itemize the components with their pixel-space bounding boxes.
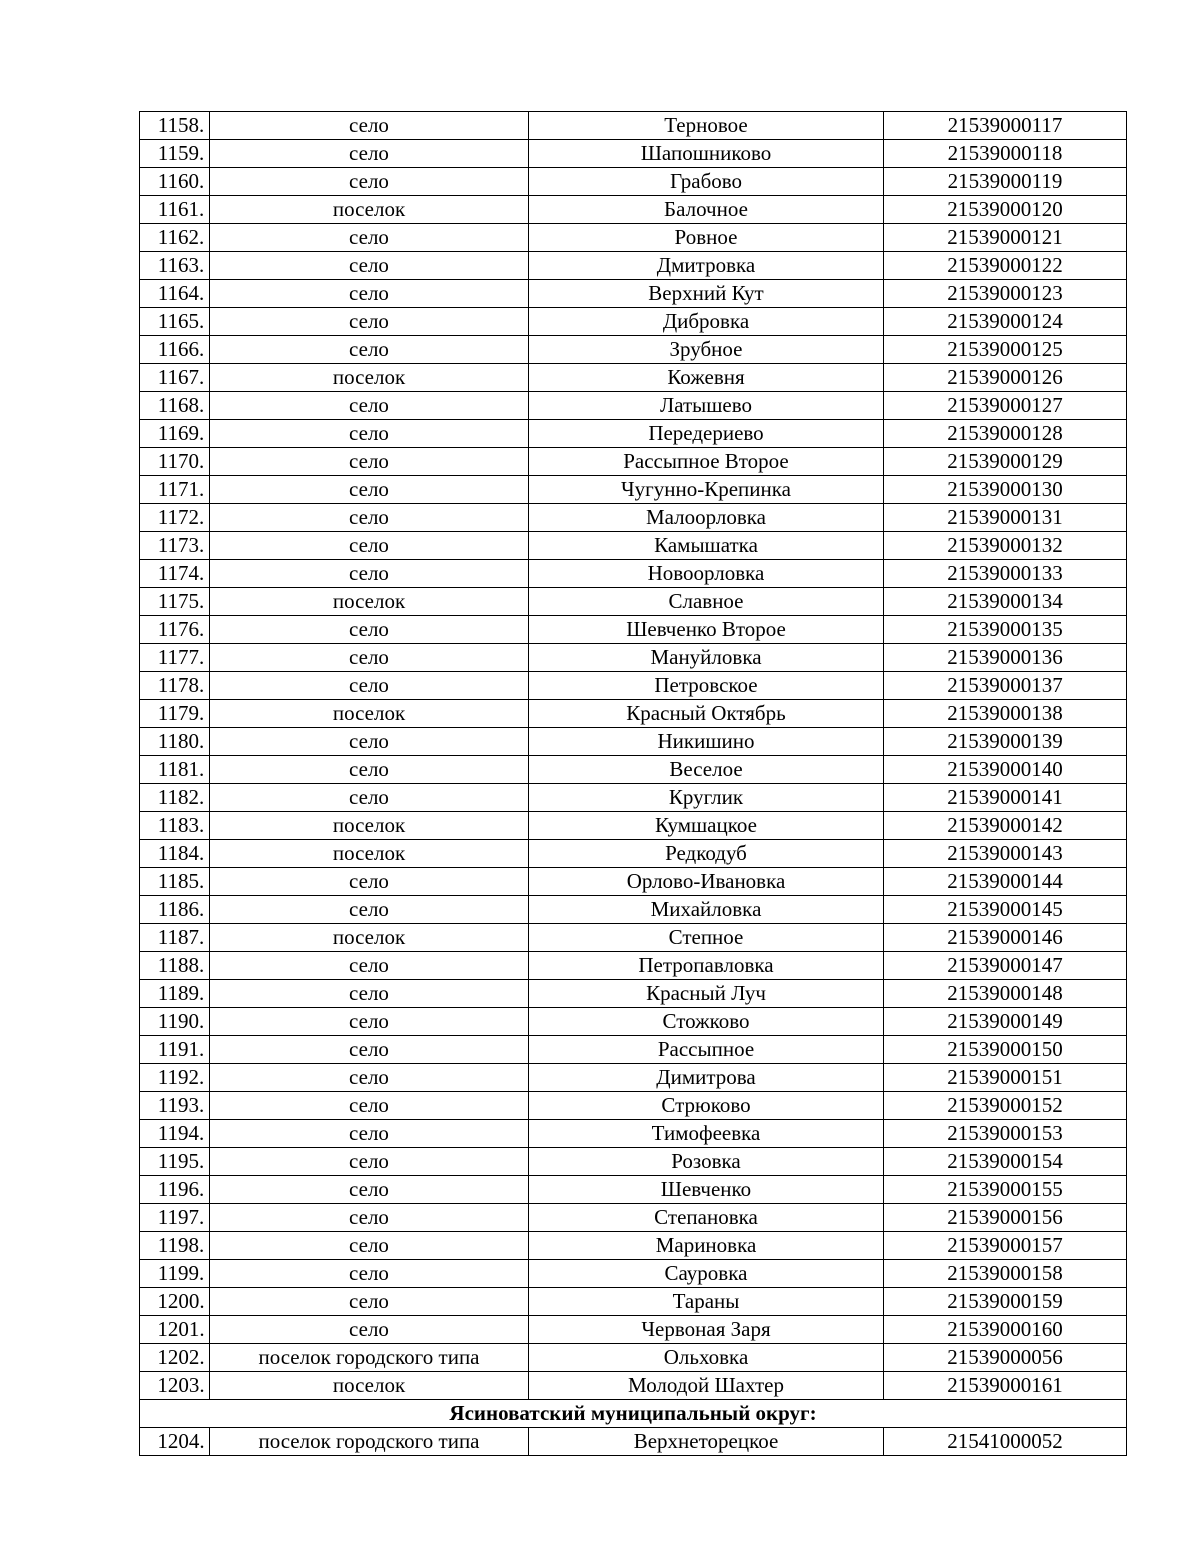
table-row [140, 980, 1127, 1008]
settlement-type: село [210, 672, 529, 700]
row-number: 1185. [140, 868, 210, 896]
row-number: 1172. [140, 504, 210, 532]
table-row [140, 616, 1127, 644]
settlement-type: село [210, 224, 529, 252]
settlement-type: село [210, 1204, 529, 1232]
table-row [140, 1316, 1127, 1344]
settlement-name: Димитрова [529, 1064, 884, 1092]
settlement-name: Орлово-Ивановка [529, 868, 884, 896]
row-number: 1200. [140, 1288, 210, 1316]
settlement-name: Петропавловка [529, 952, 884, 980]
settlement-code: 21539000124 [884, 308, 1127, 336]
table-row [140, 1344, 1127, 1372]
table-row [140, 336, 1127, 364]
table-row [140, 812, 1127, 840]
row-number: 1195. [140, 1148, 210, 1176]
row-number: 1165. [140, 308, 210, 336]
settlement-type: поселок [210, 1372, 529, 1400]
settlement-type: село [210, 784, 529, 812]
table-row [140, 532, 1127, 560]
settlement-name: Красный Октябрь [529, 700, 884, 728]
row-number: 1186. [140, 896, 210, 924]
row-number: 1187. [140, 924, 210, 952]
table-row [140, 672, 1127, 700]
table-row [140, 168, 1127, 196]
settlement-name: Шевченко Второе [529, 616, 884, 644]
settlement-code: 21539000147 [884, 952, 1127, 980]
table-row [140, 1064, 1127, 1092]
table-row [140, 1232, 1127, 1260]
row-number: 1188. [140, 952, 210, 980]
settlement-name: Михайловка [529, 896, 884, 924]
table-row [140, 784, 1127, 812]
settlement-name: Ровное [529, 224, 884, 252]
row-number: 1159. [140, 140, 210, 168]
settlement-code: 21539000135 [884, 616, 1127, 644]
settlement-code: 21539000153 [884, 1120, 1127, 1148]
row-number: 1196. [140, 1176, 210, 1204]
table-row [140, 1372, 1127, 1400]
settlement-type: поселок [210, 196, 529, 224]
settlement-name: Розовка [529, 1148, 884, 1176]
table-row [140, 224, 1127, 252]
row-number: 1203. [140, 1372, 210, 1400]
settlement-code: 21539000056 [884, 1344, 1127, 1372]
row-number: 1182. [140, 784, 210, 812]
row-number: 1161. [140, 196, 210, 224]
row-number: 1177. [140, 644, 210, 672]
settlement-name: Дибровка [529, 308, 884, 336]
settlement-type: село [210, 868, 529, 896]
table-row [140, 280, 1127, 308]
row-number: 1184. [140, 840, 210, 868]
table-row [140, 364, 1127, 392]
row-number: 1191. [140, 1036, 210, 1064]
settlement-name: Грабово [529, 168, 884, 196]
table-body [140, 112, 1127, 1456]
table-row [140, 1008, 1127, 1036]
settlement-code: 21539000127 [884, 392, 1127, 420]
settlement-type: село [210, 392, 529, 420]
settlement-type: село [210, 280, 529, 308]
settlement-code: 21539000138 [884, 700, 1127, 728]
settlement-code: 21539000148 [884, 980, 1127, 1008]
row-number: 1170. [140, 448, 210, 476]
settlement-code: 21539000152 [884, 1092, 1127, 1120]
settlement-type: село [210, 168, 529, 196]
settlement-type: поселок [210, 840, 529, 868]
table-row [140, 308, 1127, 336]
row-number: 1181. [140, 756, 210, 784]
table-row [140, 1148, 1127, 1176]
row-number: 1168. [140, 392, 210, 420]
row-number: 1162. [140, 224, 210, 252]
settlement-name: Шевченко [529, 1176, 884, 1204]
settlement-type: село [210, 616, 529, 644]
settlement-name: Круглик [529, 784, 884, 812]
table-row [140, 1120, 1127, 1148]
settlement-name: Малоорловка [529, 504, 884, 532]
table-row [140, 840, 1127, 868]
row-number: 1197. [140, 1204, 210, 1232]
settlement-type: поселок городского типа [210, 1428, 529, 1456]
settlement-type: село [210, 952, 529, 980]
settlement-type: поселок городского типа [210, 1344, 529, 1372]
settlement-name: Тимофеевка [529, 1120, 884, 1148]
settlement-name: Камышатка [529, 532, 884, 560]
settlement-type: поселок [210, 364, 529, 392]
settlements-table [139, 111, 1127, 1456]
settlement-name: Ольховка [529, 1344, 884, 1372]
table-row [140, 1204, 1127, 1232]
settlement-name: Петровское [529, 672, 884, 700]
table-row [140, 728, 1127, 756]
row-number: 1199. [140, 1260, 210, 1288]
settlement-type: поселок [210, 700, 529, 728]
settlement-name: Верхний Кут [529, 280, 884, 308]
row-number: 1179. [140, 700, 210, 728]
row-number: 1158. [140, 112, 210, 140]
table-row [140, 392, 1127, 420]
table-row [140, 420, 1127, 448]
settlement-name: Шапошниково [529, 140, 884, 168]
table-row [140, 560, 1127, 588]
settlement-type: село [210, 1316, 529, 1344]
table-row [140, 756, 1127, 784]
table-row [140, 1176, 1127, 1204]
settlement-name: Рассыпное Второе [529, 448, 884, 476]
settlement-type: село [210, 1232, 529, 1260]
settlement-name: Степановка [529, 1204, 884, 1232]
settlement-type: село [210, 504, 529, 532]
settlement-code: 21539000145 [884, 896, 1127, 924]
settlement-code: 21539000123 [884, 280, 1127, 308]
settlement-code: 21539000154 [884, 1148, 1127, 1176]
settlement-code: 21539000159 [884, 1288, 1127, 1316]
settlement-type: село [210, 420, 529, 448]
settlement-code: 21539000136 [884, 644, 1127, 672]
settlement-code: 21539000128 [884, 420, 1127, 448]
table-row [140, 588, 1127, 616]
settlement-type: село [210, 1120, 529, 1148]
row-number: 1204. [140, 1428, 210, 1456]
settlement-name: Кожевня [529, 364, 884, 392]
settlement-code: 21539000143 [884, 840, 1127, 868]
settlement-code: 21539000125 [884, 336, 1127, 364]
settlement-name: Дмитровка [529, 252, 884, 280]
table-row [140, 196, 1127, 224]
settlement-name: Мануйловка [529, 644, 884, 672]
settlement-code: 21539000139 [884, 728, 1127, 756]
settlement-type: поселок [210, 588, 529, 616]
settlement-name: Рассыпное [529, 1036, 884, 1064]
row-number: 1202. [140, 1344, 210, 1372]
settlement-name: Молодой Шахтер [529, 1372, 884, 1400]
row-number: 1178. [140, 672, 210, 700]
settlement-name: Редкодуб [529, 840, 884, 868]
table-row [140, 896, 1127, 924]
row-number: 1180. [140, 728, 210, 756]
settlement-code: 21539000120 [884, 196, 1127, 224]
settlement-code: 21539000119 [884, 168, 1127, 196]
settlement-name: Тараны [529, 1288, 884, 1316]
settlement-type: село [210, 1092, 529, 1120]
row-number: 1160. [140, 168, 210, 196]
row-number: 1194. [140, 1120, 210, 1148]
settlement-code: 21539000132 [884, 532, 1127, 560]
settlement-code: 21539000140 [884, 756, 1127, 784]
row-number: 1164. [140, 280, 210, 308]
settlement-name: Зрубное [529, 336, 884, 364]
row-number: 1175. [140, 588, 210, 616]
settlement-code: 21539000121 [884, 224, 1127, 252]
table-row [140, 700, 1127, 728]
settlement-name: Передериево [529, 420, 884, 448]
settlement-code: 21539000131 [884, 504, 1127, 532]
settlement-name: Красный Луч [529, 980, 884, 1008]
settlement-code: 21539000157 [884, 1232, 1127, 1260]
settlement-name: Славное [529, 588, 884, 616]
settlement-type: поселок [210, 924, 529, 952]
row-number: 1183. [140, 812, 210, 840]
settlement-type: село [210, 980, 529, 1008]
settlement-code: 21539000133 [884, 560, 1127, 588]
table-row [140, 952, 1127, 980]
settlement-type: село [210, 1036, 529, 1064]
row-number: 1176. [140, 616, 210, 644]
row-number: 1171. [140, 476, 210, 504]
settlement-name: Чугунно-Крепинка [529, 476, 884, 504]
settlement-name: Новоорловка [529, 560, 884, 588]
row-number: 1190. [140, 1008, 210, 1036]
row-number: 1169. [140, 420, 210, 448]
settlement-type: село [210, 1008, 529, 1036]
settlement-type: село [210, 308, 529, 336]
settlement-name: Стожково [529, 1008, 884, 1036]
settlement-name: Степное [529, 924, 884, 952]
settlement-type: село [210, 756, 529, 784]
table-row [140, 112, 1127, 140]
settlement-type: село [210, 1148, 529, 1176]
section-row [140, 1400, 1127, 1428]
settlement-code: 21539000155 [884, 1176, 1127, 1204]
row-number: 1166. [140, 336, 210, 364]
settlement-type: село [210, 112, 529, 140]
settlement-code: 21539000150 [884, 1036, 1127, 1064]
settlement-type: село [210, 476, 529, 504]
section-heading: Ясиноватский муниципальный округ: [140, 1400, 1127, 1428]
settlement-type: село [210, 448, 529, 476]
settlement-code: 21539000122 [884, 252, 1127, 280]
table-row [140, 1036, 1127, 1064]
settlement-code: 21539000129 [884, 448, 1127, 476]
settlement-code: 21539000126 [884, 364, 1127, 392]
settlement-code: 21539000118 [884, 140, 1127, 168]
row-number: 1189. [140, 980, 210, 1008]
settlement-name: Терновое [529, 112, 884, 140]
row-number: 1193. [140, 1092, 210, 1120]
settlement-type: село [210, 532, 529, 560]
settlement-code: 21539000142 [884, 812, 1127, 840]
settlement-type: поселок [210, 812, 529, 840]
settlement-code: 21539000141 [884, 784, 1127, 812]
settlement-name: Верхнеторецкое [529, 1428, 884, 1456]
settlement-name: Веселое [529, 756, 884, 784]
settlement-type: село [210, 1288, 529, 1316]
settlement-type: село [210, 1176, 529, 1204]
settlement-code: 21541000052 [884, 1428, 1127, 1456]
table-row [140, 1092, 1127, 1120]
table-row [140, 476, 1127, 504]
settlement-type: село [210, 252, 529, 280]
settlement-code: 21539000151 [884, 1064, 1127, 1092]
row-number: 1174. [140, 560, 210, 588]
settlement-code: 21539000158 [884, 1260, 1127, 1288]
settlement-type: село [210, 1064, 529, 1092]
settlement-code: 21539000130 [884, 476, 1127, 504]
settlement-name: Стрюково [529, 1092, 884, 1120]
row-number: 1201. [140, 1316, 210, 1344]
settlement-name: Червоная Заря [529, 1316, 884, 1344]
table-row [140, 140, 1127, 168]
settlement-type: село [210, 896, 529, 924]
table-row [140, 924, 1127, 952]
table-row [140, 1260, 1127, 1288]
settlement-code: 21539000144 [884, 868, 1127, 896]
table-row [140, 644, 1127, 672]
settlement-type: село [210, 728, 529, 756]
table-row [140, 252, 1127, 280]
settlement-type: село [210, 560, 529, 588]
row-number: 1173. [140, 532, 210, 560]
settlement-code: 21539000156 [884, 1204, 1127, 1232]
table-row [140, 1428, 1127, 1456]
settlement-code: 21539000137 [884, 672, 1127, 700]
table-row [140, 448, 1127, 476]
settlement-code: 21539000149 [884, 1008, 1127, 1036]
settlement-name: Балочное [529, 196, 884, 224]
row-number: 1167. [140, 364, 210, 392]
settlement-type: село [210, 140, 529, 168]
settlement-name: Никишино [529, 728, 884, 756]
table-row [140, 1288, 1127, 1316]
settlement-code: 21539000160 [884, 1316, 1127, 1344]
settlement-name: Латышево [529, 392, 884, 420]
table-row [140, 504, 1127, 532]
settlement-code: 21539000146 [884, 924, 1127, 952]
settlement-type: село [210, 644, 529, 672]
settlement-name: Мариновка [529, 1232, 884, 1260]
row-number: 1198. [140, 1232, 210, 1260]
settlement-code: 21539000117 [884, 112, 1127, 140]
settlement-type: село [210, 1260, 529, 1288]
row-number: 1192. [140, 1064, 210, 1092]
table-row [140, 868, 1127, 896]
settlement-code: 21539000161 [884, 1372, 1127, 1400]
settlement-name: Сауровка [529, 1260, 884, 1288]
settlement-type: село [210, 336, 529, 364]
settlement-code: 21539000134 [884, 588, 1127, 616]
row-number: 1163. [140, 252, 210, 280]
settlement-name: Кумшацкое [529, 812, 884, 840]
